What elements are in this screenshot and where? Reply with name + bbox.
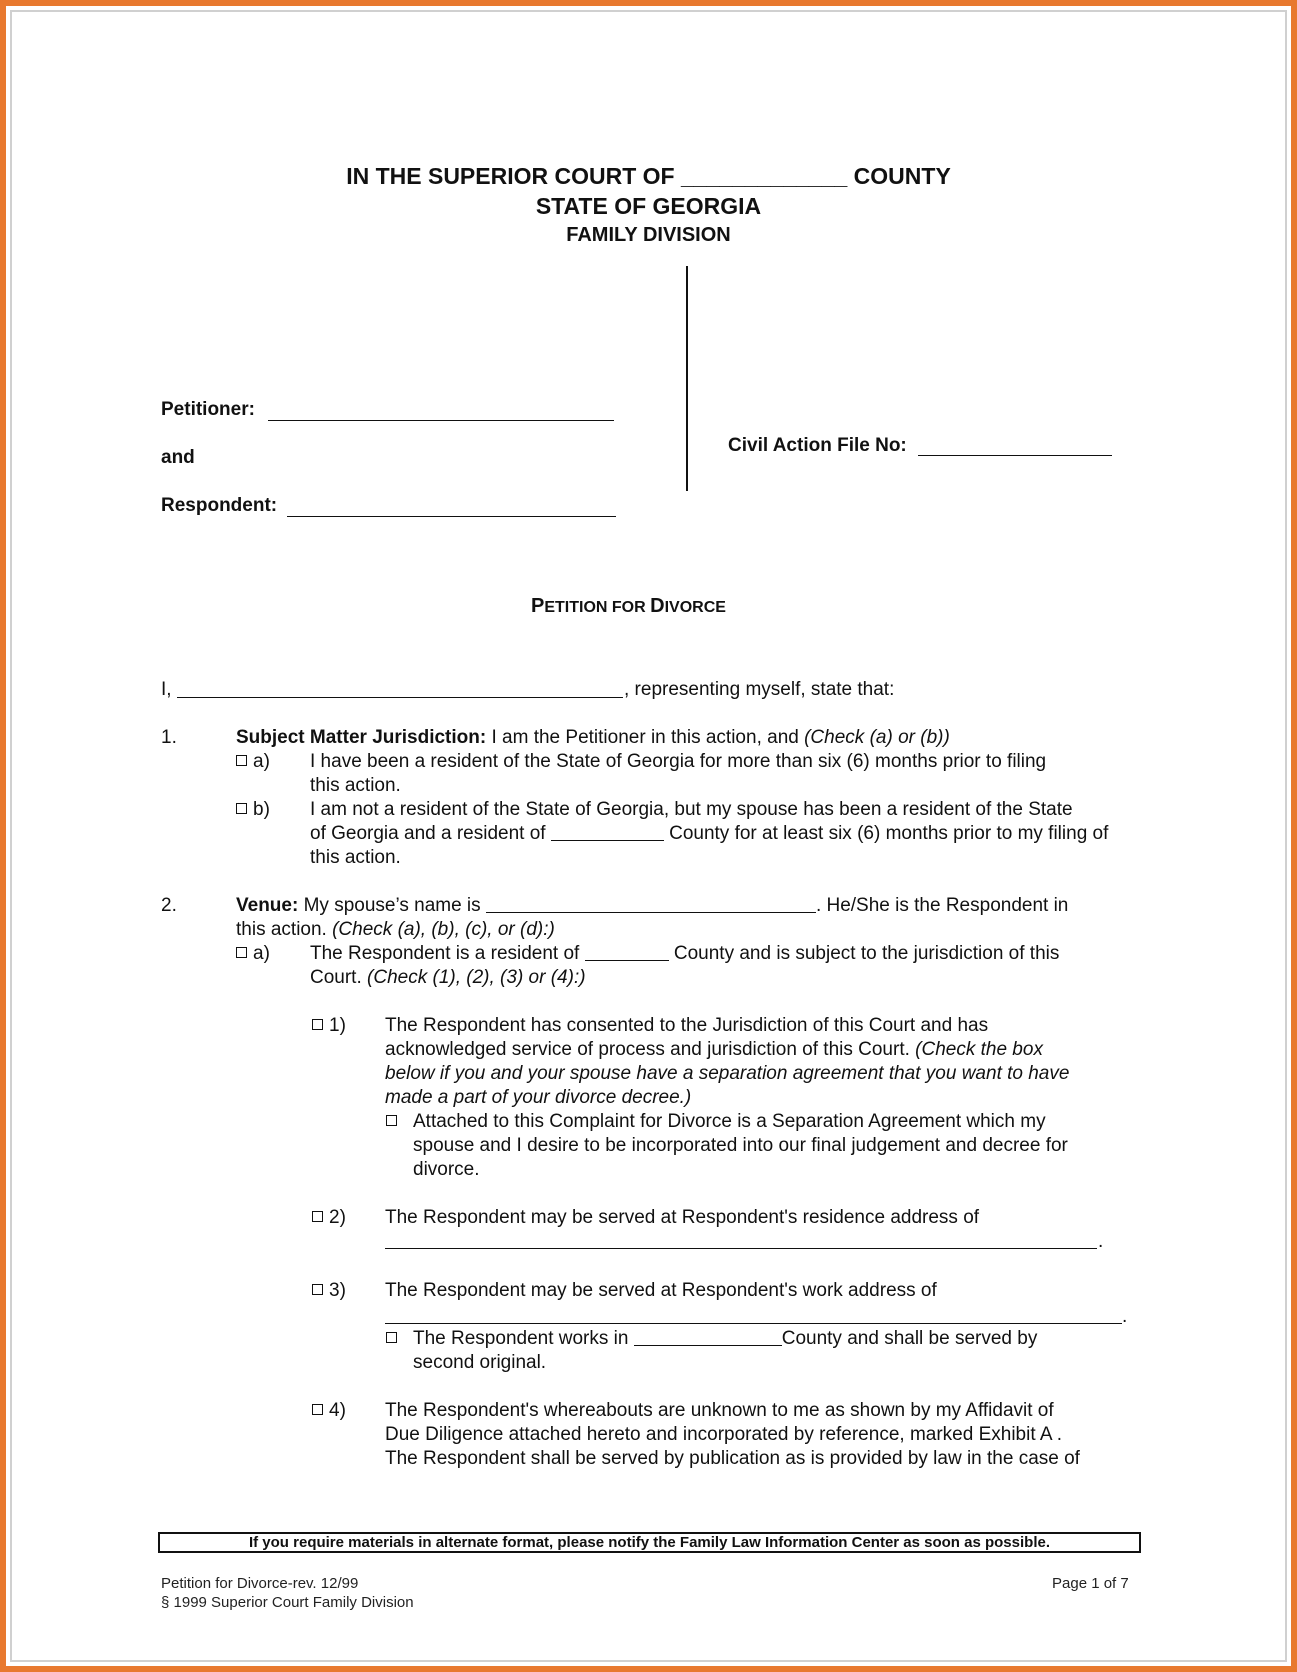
section1-number: 1. xyxy=(161,727,177,748)
section1-heading-line: Subject Matter Jurisdiction: I am the Petitioner in this action, and (Check (a) or (b)) xyxy=(236,727,950,748)
work-county-field[interactable] xyxy=(634,1329,782,1346)
option1-sub-line1: Attached to this Complaint for Divorce is a Separation Agreement which my xyxy=(413,1111,1046,1132)
state-heading: STATE OF GEORGIA xyxy=(535,193,762,219)
option4-line2: Due Diligence attached hereto and incorporated by reference, marked Exhibit A . xyxy=(385,1424,1063,1445)
option1-line3: below if you and your spouse have a separation agreement that you want to have xyxy=(385,1063,1070,1084)
section1-option-b-line3: this action. xyxy=(310,847,401,868)
option1-checkbox[interactable]: 1) xyxy=(312,1014,346,1038)
option2-period: . xyxy=(1098,1231,1104,1252)
works-in-county-checkbox[interactable] xyxy=(386,1327,403,1351)
section1-heading: Subject Matter Jurisdiction: xyxy=(236,727,487,748)
spouse-name-field[interactable] xyxy=(486,896,816,913)
section1-option-a-line2: this action. xyxy=(310,775,401,796)
alternate-format-notice: If you require materials in alternate format, please notify the Family Law Information Center as soon as possible. xyxy=(158,1532,1141,1553)
section2-heading: Venue: xyxy=(236,895,299,916)
option3-checkbox[interactable]: 3) xyxy=(312,1279,346,1303)
section1-option-b-line1: I am not a resident of the State of Georgia, but my spouse has been a resident of the State xyxy=(310,799,1073,820)
option1-sub-line3: divorce. xyxy=(413,1159,480,1180)
separation-agreement-checkbox[interactable] xyxy=(386,1110,403,1134)
section2-heading-line: Venue: My spouse’s name is . He/She is the Respondent in xyxy=(236,895,1069,916)
respondent-name-field[interactable] xyxy=(287,516,616,517)
petitioner-name-field[interactable] xyxy=(268,420,614,421)
option4-checkbox[interactable]: 4) xyxy=(312,1399,346,1423)
section1-option-b-checkbox[interactable]: b) xyxy=(236,798,270,822)
section1-option-a-checkbox[interactable]: a) xyxy=(236,750,270,774)
section2-number: 2. xyxy=(161,895,177,916)
option2-line1: The Respondent may be served at Respondent's residence address of xyxy=(385,1207,980,1228)
filer-name-field[interactable] xyxy=(177,697,623,698)
option1-line4: made a part of your divorce decree.) xyxy=(385,1087,692,1108)
option1-sub-line2: spouse and I desire to be incorporated into our final judgement and decree for xyxy=(413,1135,1068,1156)
option3-sub-line2: second original. xyxy=(413,1352,547,1373)
petitioner-label: Petitioner: xyxy=(161,399,255,420)
section1-option-b-line2: of Georgia and a resident of County for at least six (6) months prior to my filing of xyxy=(310,823,1109,844)
civil-action-file-field[interactable] xyxy=(918,455,1112,456)
option4-line3: The Respondent shall be served by publication as is provided by law in the case of xyxy=(385,1448,1080,1469)
section2-option-a-line1: The Respondent is a resident of County and is subject to the jurisdiction of this xyxy=(310,943,1060,964)
intro-suffix: , representing myself, state that: xyxy=(624,679,895,700)
option1-line2: acknowledged service of process and jurisdiction of this Court. (Check the box xyxy=(385,1039,1043,1060)
section2-line2: this action. (Check (a), (b), (c), or (d):) xyxy=(236,919,555,940)
section1-county-field[interactable] xyxy=(551,824,664,841)
option3-period: . xyxy=(1122,1306,1128,1327)
option2-checkbox[interactable]: 2) xyxy=(312,1206,346,1230)
section2-option-a-checkbox[interactable]: a) xyxy=(236,942,270,966)
footer-form-name: Petition for Divorce-rev. 12/99 xyxy=(161,1575,359,1592)
respondent-label: Respondent: xyxy=(161,495,278,516)
and-label: and xyxy=(161,447,195,468)
caption-divider xyxy=(686,266,688,491)
civil-action-file-label: Civil Action File No: xyxy=(728,435,907,456)
footer-copyright: § 1999 Superior Court Family Division xyxy=(161,1594,414,1611)
footer-page-number: Page 1 of 7 xyxy=(1052,1575,1129,1592)
residence-address-field[interactable] xyxy=(385,1248,1097,1249)
option1-line1: The Respondent has consented to the Jurisdiction of this Court and has xyxy=(385,1015,989,1036)
work-address-field[interactable] xyxy=(385,1323,1122,1324)
intro-prefix: I, xyxy=(161,679,172,700)
section1-option-a-line1: I have been a resident of the State of Georgia for more than six (6) months prior to filing xyxy=(310,751,1047,772)
option3-line1: The Respondent may be served at Respondent's work address of xyxy=(385,1280,937,1301)
respondent-county-field[interactable] xyxy=(585,944,669,961)
court-heading: IN THE SUPERIOR COURT OF _____________ COUNTY xyxy=(346,163,951,189)
division-heading: FAMILY DIVISION xyxy=(566,224,731,246)
section2-option-a-line2: Court. (Check (1), (2), (3) or (4):) xyxy=(310,967,586,988)
document-title: PETITION FOR DIVORCE xyxy=(531,595,726,617)
option4-line1: The Respondent's whereabouts are unknown to me as shown by my Affidavit of xyxy=(385,1400,1054,1421)
option3-sub-line1: The Respondent works in County and shall be served by xyxy=(413,1328,1038,1349)
